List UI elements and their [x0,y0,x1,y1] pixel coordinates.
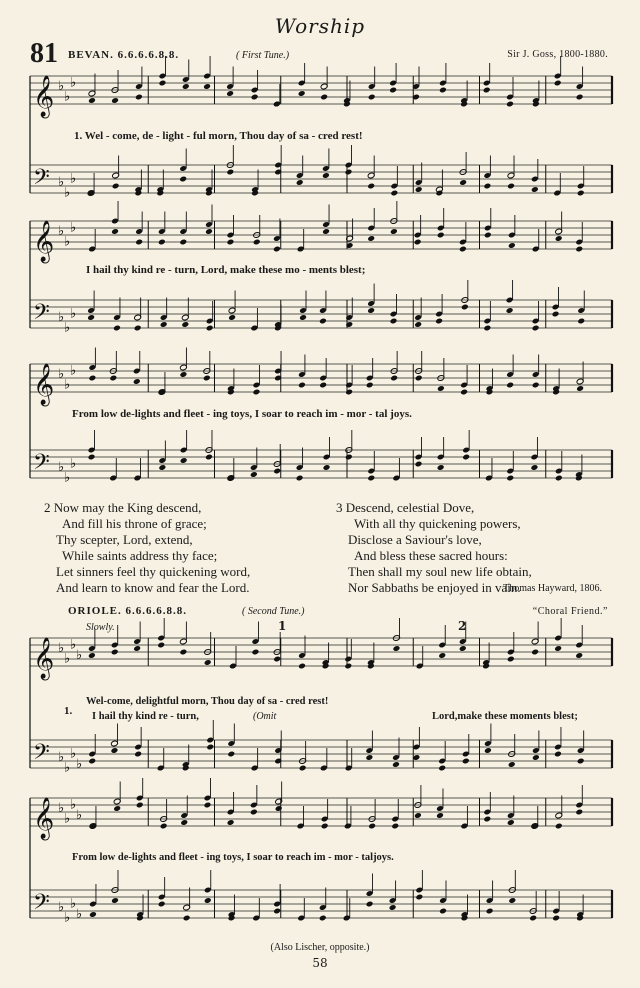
note-head [507,819,515,826]
note-head [134,751,142,758]
note-head [436,812,444,819]
note-head [88,375,96,382]
note-head [204,802,212,809]
note-head [319,915,327,922]
note-head [111,747,119,754]
note-head [88,454,96,461]
oriole-verse-number: 1. [64,705,73,717]
note-head [206,325,214,332]
verse-line: Descend, celestial Dove, [345,500,475,515]
verse-line: Let sinners feel thy quickening word, [56,564,251,579]
note-head [415,375,423,382]
omit-marking: (Omit [253,711,277,722]
note-head [393,645,401,652]
note-head [133,645,141,652]
note-head [389,904,397,911]
flat-icon: ♭ [64,470,71,486]
flat-icon: ♭ [64,910,71,926]
note-head [133,378,141,385]
note-head [204,659,212,666]
note-head [345,454,353,461]
treble-clef-icon: 𝄞 [33,798,55,839]
page-title: Worship [274,14,366,38]
page-number: 58 [312,956,328,970]
flat-icon: ♭ [70,637,77,653]
verse-line: Disclose a Saviour's love, [348,532,482,547]
note-head [111,97,119,104]
note-head [459,179,467,186]
flat-icon: ♭ [70,456,77,472]
flat-icon: ♭ [64,185,71,201]
note-head [298,382,306,389]
note-head [251,94,259,101]
note-head [483,325,491,332]
note-head [250,809,258,816]
verse-line: And fill his throne of grace; [62,516,207,531]
flat-icon: ♭ [58,79,65,94]
note-head [532,382,540,389]
tune-name-2: ORIOLE. 6.6.6.6.8.8. [68,605,188,617]
note-head [389,87,397,94]
note-head [181,321,189,328]
verse-line: Thy scepter, Lord, extend, [56,532,193,547]
note-head [179,371,187,378]
note-head [415,186,423,193]
note-head [227,819,235,826]
treble-clef-icon: 𝄞 [33,638,55,679]
note-head [508,897,516,904]
note-head [438,765,446,772]
note-head [299,314,307,321]
flat-icon: ♭ [76,648,83,663]
note-head [250,471,258,478]
note-head [226,169,234,176]
note-head [508,761,516,768]
verse-3-number: 3 [336,500,343,515]
note-head [135,239,143,246]
note-head [414,812,422,819]
note-head [368,823,376,830]
note-head [252,649,260,656]
note-head [323,464,331,471]
author-credit: Thomas Hayward, 1806. [503,583,602,594]
note-head [552,915,560,922]
note-head [437,232,445,239]
composer: Sir J. Goss, 1800-1880. [507,49,608,60]
note-head [532,754,540,761]
note-head [390,375,398,382]
note-head [461,304,469,311]
note-head [228,314,236,321]
note-head [459,645,467,652]
note-head [460,389,468,396]
oriole-lyric-2: I hail thy kind re - turn, [92,711,199,722]
note-head [531,464,539,471]
note-head [322,228,330,235]
note-head [88,97,96,104]
verse-line: And bless these sacred hours: [354,548,508,563]
note-head [320,94,328,101]
note-head [111,897,119,904]
note-head [555,235,563,242]
verse-3 [336,500,532,596]
tune-note-2: ( Second Tune.) [242,606,305,617]
note-head [506,475,514,482]
note-head [552,311,560,318]
note-head [366,901,374,908]
first-ending: 1 [278,619,287,633]
flat-icon: ♭ [76,808,83,823]
note-head [529,915,537,922]
verse-line: Nor Sabbaths be enjoyed in vain. [348,580,521,595]
note-head [158,239,166,246]
bass-clef-icon: 𝄢 [33,450,50,480]
note-head [322,172,330,179]
oriole-lyric-2b: Lord,make these moments blest; [432,711,578,722]
note-head [366,382,374,389]
note-head [345,389,353,396]
note-head [555,475,563,482]
note-head [483,183,491,190]
note-head [345,169,353,176]
flat-icon: ♭ [58,224,65,239]
note-head [273,246,281,253]
note-head [205,454,213,461]
note-head [506,307,514,314]
note-head [576,385,584,392]
note-head [462,758,470,765]
note-head [112,183,120,190]
note-head [298,90,306,97]
note-head [179,239,187,246]
note-head [180,819,188,826]
note-head [88,758,96,765]
note-head [319,382,327,389]
bass-clef-icon: 𝄢 [33,165,50,195]
treble-clef-icon: 𝄞 [33,221,55,262]
note-head [179,176,187,183]
verse-line: While saints address thy face; [62,548,218,563]
note-head [390,228,398,235]
note-head [321,823,329,830]
flat-icon: ♭ [64,651,71,667]
note-head [296,475,304,482]
note-head [506,101,514,108]
flat-icon: ♭ [70,363,77,379]
note-head [203,83,211,90]
flat-icon: ♭ [64,811,71,827]
note-head [344,663,352,670]
note-head [531,649,539,656]
note-head [554,645,562,652]
note-head [577,318,585,325]
note-head [179,649,187,656]
flat-icon: ♭ [76,757,83,772]
note-head [414,321,422,328]
note-head [531,186,539,193]
footer-note: (Also Lischer, opposite.) [270,942,370,953]
lyric-line-1: 1. Wel - come, de - light - ful morn, Thou day of sa - cred rest! [74,130,363,142]
tempo-marking: Slowly. [86,622,115,633]
note-head [508,242,516,249]
note-head [206,744,214,751]
flat-icon: ♭ [70,746,77,762]
note-head [437,464,445,471]
note-head [113,805,121,812]
flat-icon: ♭ [58,900,65,915]
flat-icon: ♭ [70,306,77,322]
note-head [483,816,491,823]
flat-icon: ♭ [58,175,65,190]
flat-icon: ♭ [58,641,65,656]
note-head [273,908,281,915]
note-head [205,228,213,235]
note-head [158,901,166,908]
note-head [182,83,190,90]
flat-icon: ♭ [58,460,65,475]
note-head [109,375,117,382]
note-head [575,246,583,253]
oriole-lyric-1: Wel-come, delightful morn, Thou day of sa - cred rest! [86,696,329,707]
note-head [486,908,494,915]
note-head [554,80,562,87]
note-head [204,897,212,904]
note-head [390,190,398,197]
tune-note: ( First Tune.) [236,50,290,61]
note-head [391,823,399,830]
note-head [160,823,168,830]
flat-icon: ♭ [70,75,77,91]
note-head [111,649,119,656]
flat-icon: ♭ [64,320,71,336]
note-head [253,239,261,246]
note-head [462,454,470,461]
note-head [415,461,423,468]
note-head [180,457,188,464]
bass-clef-icon: 𝄢 [33,890,50,920]
note-head [298,663,306,670]
note-head [296,179,304,186]
note-head [555,823,563,830]
note-head [367,475,375,482]
note-head [365,754,373,761]
note-head [368,94,376,101]
note-head [577,190,585,197]
verse-2 [44,500,250,596]
note-head [160,321,168,328]
note-head [392,761,400,768]
flat-icon: ♭ [70,171,77,187]
note-head [532,325,540,332]
note-head [415,894,423,901]
note-head [275,805,283,812]
note-head [299,765,307,772]
verse-2-number: 2 [44,500,51,515]
note-head [554,751,562,758]
note-head [183,915,191,922]
note-head [157,642,165,649]
note-head [227,751,235,758]
verse-line: Now may the King descend, [53,500,202,515]
tune-name: BEVAN. 6.6.6.6.8.8. [68,49,180,61]
note-head [483,87,491,94]
flat-icon: ♭ [76,907,83,922]
note-head [484,232,492,239]
note-head [439,87,447,94]
verse-line: With all thy quickening powers, [354,516,521,531]
note-head [159,80,167,87]
note-head [576,94,584,101]
note-head [135,94,143,101]
flat-icon: ♭ [64,377,71,393]
note-head [506,382,514,389]
note-head [438,652,446,659]
flat-icon: ♭ [58,750,65,765]
lyric-line-3: From low de-lights and fleet - ing toys, I soar to reach im - mor - tal joys. [72,408,412,420]
flat-icon: ♭ [64,234,71,250]
note-head [367,307,375,314]
note-head [253,389,261,396]
note-head [367,183,375,190]
treble-clef-icon: 𝄞 [33,76,55,117]
note-head [390,318,398,325]
flat-icon: ♭ [70,220,77,236]
note-head [158,464,166,471]
note-head [89,911,97,918]
note-head [273,468,281,475]
treble-clef-icon: 𝄞 [33,364,55,405]
note-head [134,325,142,332]
note-head [459,246,467,253]
note-head [227,239,235,246]
second-ending: 2 [458,619,467,633]
note-head [507,183,515,190]
note-head [414,239,422,246]
note-head [273,656,281,663]
note-head [435,318,443,325]
note-head [367,235,375,242]
flat-icon: ♭ [70,797,77,813]
note-head [575,652,583,659]
flat-icon: ♭ [64,89,71,105]
hymn-number: 81 [30,38,58,69]
flat-icon: ♭ [58,367,65,382]
flat-icon: ♭ [58,310,65,325]
note-head [113,325,121,332]
note-head [203,375,211,382]
note-head [319,318,327,325]
flat-icon: ♭ [58,801,65,816]
oriole-lyric-3: From low de-lights and fleet - ing toys, I soar to reach im - mor - taljoys. [72,852,394,863]
note-head [226,90,234,97]
note-head [507,656,515,663]
note-head [577,758,585,765]
verse-line: And learn to know and fear the Lord. [56,580,250,595]
bass-clef-icon: 𝄢 [33,300,50,330]
note-head [437,385,445,392]
note-head [88,652,96,659]
flat-icon: ♭ [70,896,77,912]
note-head [111,228,119,235]
note-head [575,809,583,816]
verse-line: Then shall my soul new life obtain, [348,564,532,579]
flat-icon: ♭ [64,760,71,776]
note-head [136,802,144,809]
note-head [87,314,95,321]
tune-source: “Choral Friend.” [532,606,608,617]
bass-clef-icon: 𝄢 [33,740,50,770]
lyric-line-2: I hail thy kind re - turn, Lord, make these mo - ments blest; [86,264,366,276]
note-head [484,747,492,754]
note-head [439,908,447,915]
